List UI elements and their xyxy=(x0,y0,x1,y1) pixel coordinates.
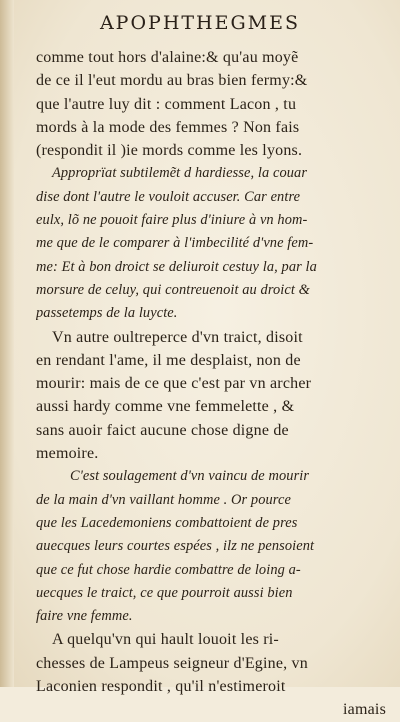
text-line: que les Lacedemoniens combattoient de pres xyxy=(36,514,298,531)
text-line: chesses de Lampeus seigneur d'Egine, vn xyxy=(36,654,308,672)
text-line: mourir: mais de ce que c'est par vn archer xyxy=(36,375,312,393)
text-line: A quelqu'vn qui hault louoit les ri- xyxy=(52,631,279,649)
text-line: C'est soulagement d'vn vaincu de mourir xyxy=(70,468,310,485)
text-line: Vn autre oultreperce d'vn traict, disoit xyxy=(52,328,303,346)
text-line: Laconien respondit , qu'il n'estimeroit xyxy=(36,678,286,696)
text-line: (respondit il )ie mords comme les lyons. xyxy=(36,142,303,160)
text-line: de ce il l'eut mordu au bras bien fermy:& xyxy=(36,72,308,90)
text-line: que ce fut chose hardie combattre de loing a- xyxy=(36,561,301,578)
text-block xyxy=(36,46,386,722)
text-line: auecques leurs courtes espées , ilz ne pensoient xyxy=(36,538,315,555)
text-line: de la main d'vn vaillant homme . Or pource xyxy=(36,491,291,508)
text-line: mords à la mode des femmes ? Non fais xyxy=(36,118,300,136)
text-line: morsure de celuy, qui contreuenoit au droict & xyxy=(36,281,310,298)
text-line: Approprïat subtilemẽt d hardiesse, la couar xyxy=(52,165,308,182)
text-line: sans auoir faict aucune chose digne de xyxy=(36,421,289,439)
text-line: comme tout hors d'alaine:& qu'au moyẽ xyxy=(36,49,299,66)
text-line: aussi hardy comme vne femmelette , & xyxy=(36,398,295,416)
text-line: passetemps de la luycte. xyxy=(36,305,178,322)
text-line: eulx, lõ ne pouoit faire plus d'iniure à vn hom- xyxy=(36,212,308,229)
text-line: dise dont l'autre le vouloit accuser. Car entre xyxy=(36,188,301,205)
text-line: me que de le comparer à l'imbecilité d'vne fem- xyxy=(36,235,314,252)
running-head: APOPHTHEGMES xyxy=(99,12,301,34)
catchword: iamais xyxy=(343,701,386,719)
text-line: faire vne femme. xyxy=(36,608,133,625)
page-gutter-shadow xyxy=(0,0,14,687)
text-line: que l'autre luy dit : comment Lacon , tu xyxy=(36,95,297,113)
text-line: en rendant l'ame, il me desplaist, non de xyxy=(36,351,301,369)
text-line: uecques le traict, ce que pourroit aussi bien xyxy=(36,584,293,601)
text-line: me: Et à bon droict se deliuroit cestuy la, par la xyxy=(36,258,317,275)
text-line: memoire. xyxy=(36,445,99,463)
